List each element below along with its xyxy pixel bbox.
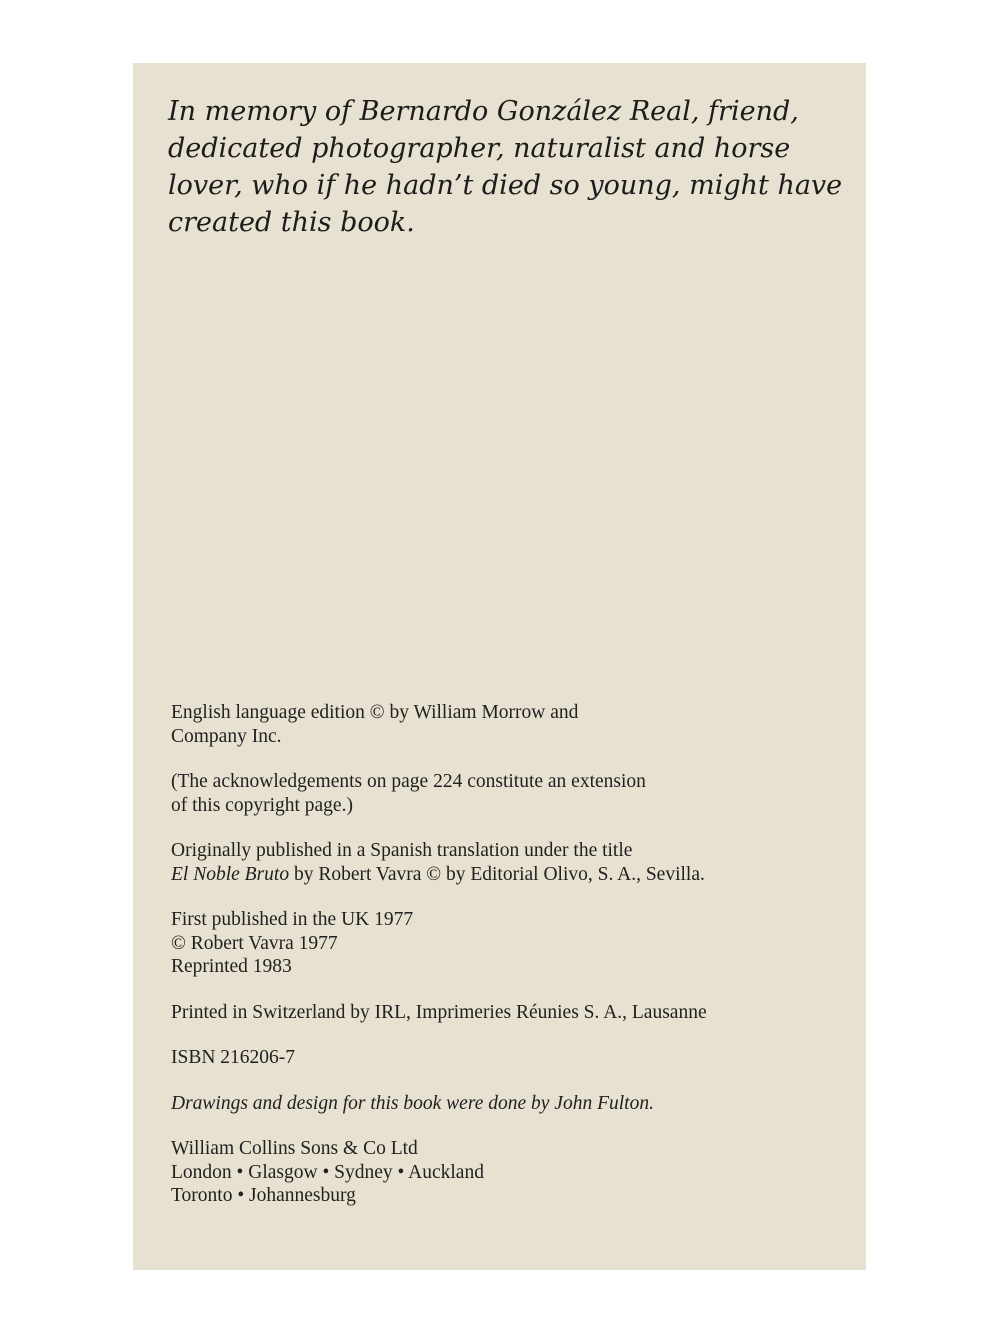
copyright-notice [171,701,831,1208]
publisher-name: William Collins Sons & Co Ltd [171,1138,418,1159]
edition-line: Company Inc. [171,725,282,747]
copyright-holder: © Robert Vavra 1977 [171,932,338,954]
acknowledgements-line: (The acknowledgements on page 224 constitute an extension [171,771,646,792]
publisher-cities: Toronto • Johannesburg [171,1185,356,1206]
dedication-line: In memory of Bernardo González Real, friend, [168,96,799,127]
printer-notice: Printed in Switzerland by IRL, Imprimeries Réunies S. A., Lausanne [171,1001,707,1023]
publisher-imprint [171,1137,831,1208]
book-page [133,63,866,1270]
original-publication-line [171,863,831,887]
original-publication-line: Originally published in a Spanish translation under the title [171,840,633,861]
acknowledgements-notice [171,770,831,817]
dedication [168,93,843,241]
original-publication-notice [171,839,831,886]
original-publisher: by Robert Vavra © by Editorial Olivo, S. A., Sevilla. [289,863,705,885]
first-published: First published in the UK 1977 [171,909,414,930]
publication-history [171,908,831,979]
edition-notice [171,701,831,748]
reprint-year: Reprinted 1983 [171,956,292,977]
design-credits: Drawings and design for this book were done by John Fulton. [171,1092,654,1114]
acknowledgements-line: of this copyright page.) [171,794,353,816]
original-title: El Noble Bruto [171,863,290,885]
dedication-line: dedicated photographer, naturalist and horse [168,133,791,164]
edition-line: English language edition © by William Morrow and [171,702,579,723]
dedication-line: created this book. [168,207,415,238]
dedication-line: lover, who if he hadn’t died so young, might have [168,170,843,201]
isbn: ISBN 216206-7 [171,1047,296,1068]
publisher-cities: London • Glasgow • Sydney • Auckland [171,1161,484,1183]
